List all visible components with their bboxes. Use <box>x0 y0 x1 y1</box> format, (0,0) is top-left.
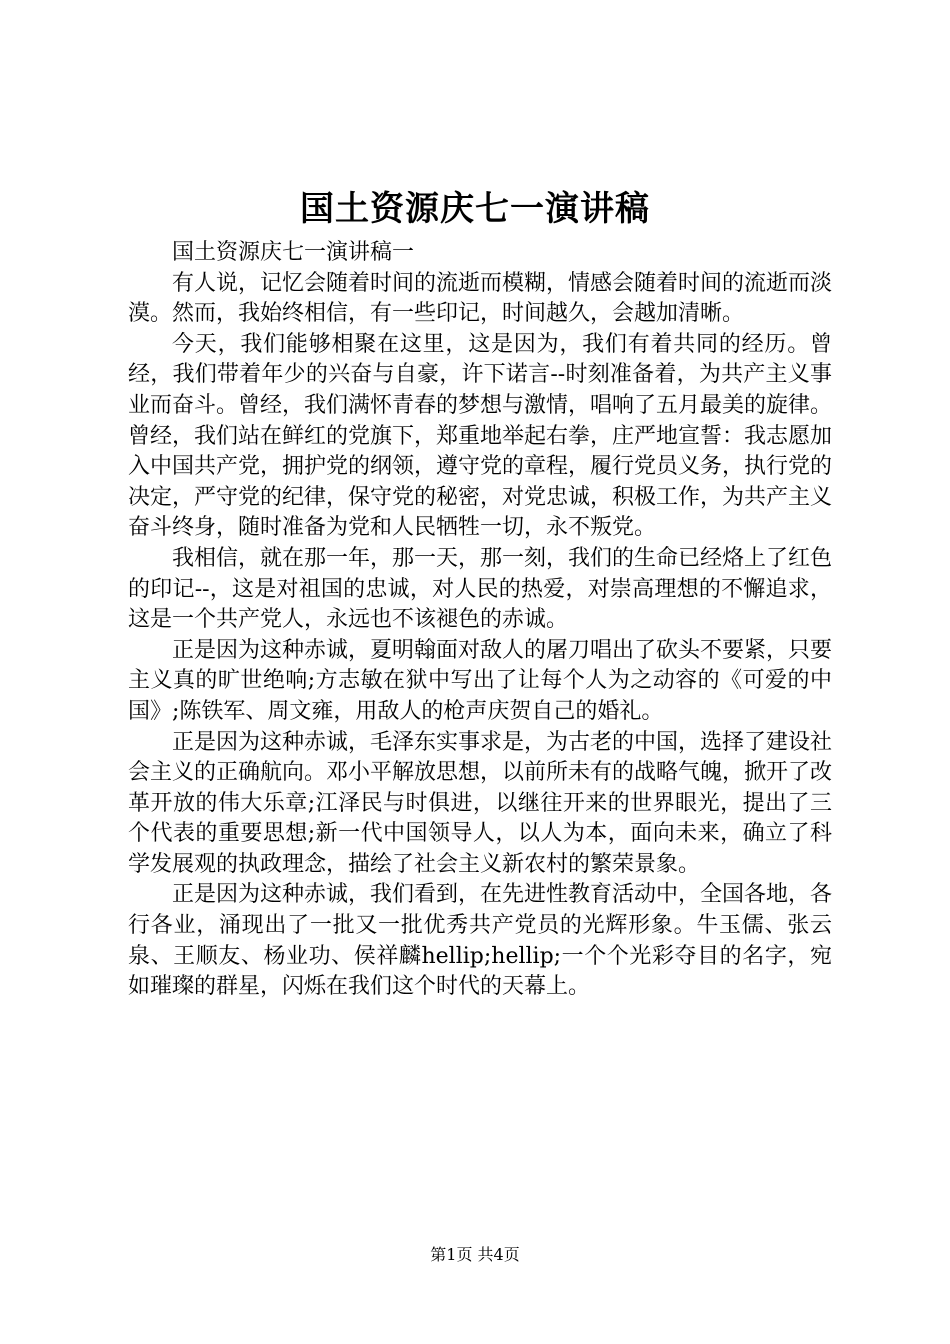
document-body <box>128 238 832 1003</box>
paragraph: 正是因为这种赤诚，毛泽东实事求是，为古老的中国，选择了建设社会主义的正确航向。邓小平解放思想，以前所未有的战略气魄，掀开了改革开放的伟大乐章;江泽民与时俱进，以继往开来的世界眼光，提出了三个代表的重要思想;新一代中国领导人，以人为本，面向未来，确立了科学发展观的执政理念，描绘了社会主义新农村的繁荣景象。 <box>128 729 833 877</box>
paragraph: 今天，我们能够相聚在这里，这是因为，我们有着共同的经历。曾经，我们带着年少的兴奋与自豪，许下诺言--时刻准备着，为共产主义事业而奋斗。曾经，我们满怀青春的梦想与激情，唱响了五月最美的旋律。曾经，我们站在鲜红的党旗下，郑重地举起右拳，庄严地宣誓：我志愿加入中国共产党，拥护党的纲领，遵守党的章程，履行党员义务，执行党的决定，严守党的纪律，保守党的秘密，对党忠诚，积极工作，为共产主义奋斗终身，随时准备为党和人民牺牲一切，永不叛党。 <box>128 331 833 541</box>
paragraph: 正是因为这种赤诚，我们看到，在先进性教育活动中，全国各地，各行各业，涌现出了一批又一批优秀共产党员的光辉形象。牛玉儒、张云泉、王顺友、杨业功、侯祥麟hellip;hellip;一个个光彩夺目的名字，宛如璀璨的群星，闪烁在我们这个时代的天幕上。 <box>128 882 833 1000</box>
paragraph-subtitle: 国土资源庆七一演讲稿一 <box>172 240 415 265</box>
paragraph: 我相信，就在那一年，那一天，那一刻，我们的生命已经烙上了红色的印记--，这是对祖国的忠诚，对人民的热爱，对崇高理想的不懈追求，这是一个共产党人，永远也不该褪色的赤诚。 <box>128 545 833 633</box>
paragraph: 有人说，记忆会随着时间的流逝而模糊，情感会随着时间的流逝而淡漠。然而，我始终相信，有一些印记，时间越久，会越加清晰。 <box>128 270 833 327</box>
document-title: 国土资源庆七一演讲稿 <box>300 189 650 229</box>
page-number-footer: 第1页 共4页 <box>430 1245 520 1264</box>
paragraph: 正是因为这种赤诚，夏明翰面对敌人的屠刀唱出了砍头不要紧，只要主义真的旷世绝响;方志敏在狱中写出了让每个人为之动容的《可爱的中国》;陈铁军、周文雍，用敌人的枪声庆贺自己的婚礼。 <box>128 637 833 724</box>
